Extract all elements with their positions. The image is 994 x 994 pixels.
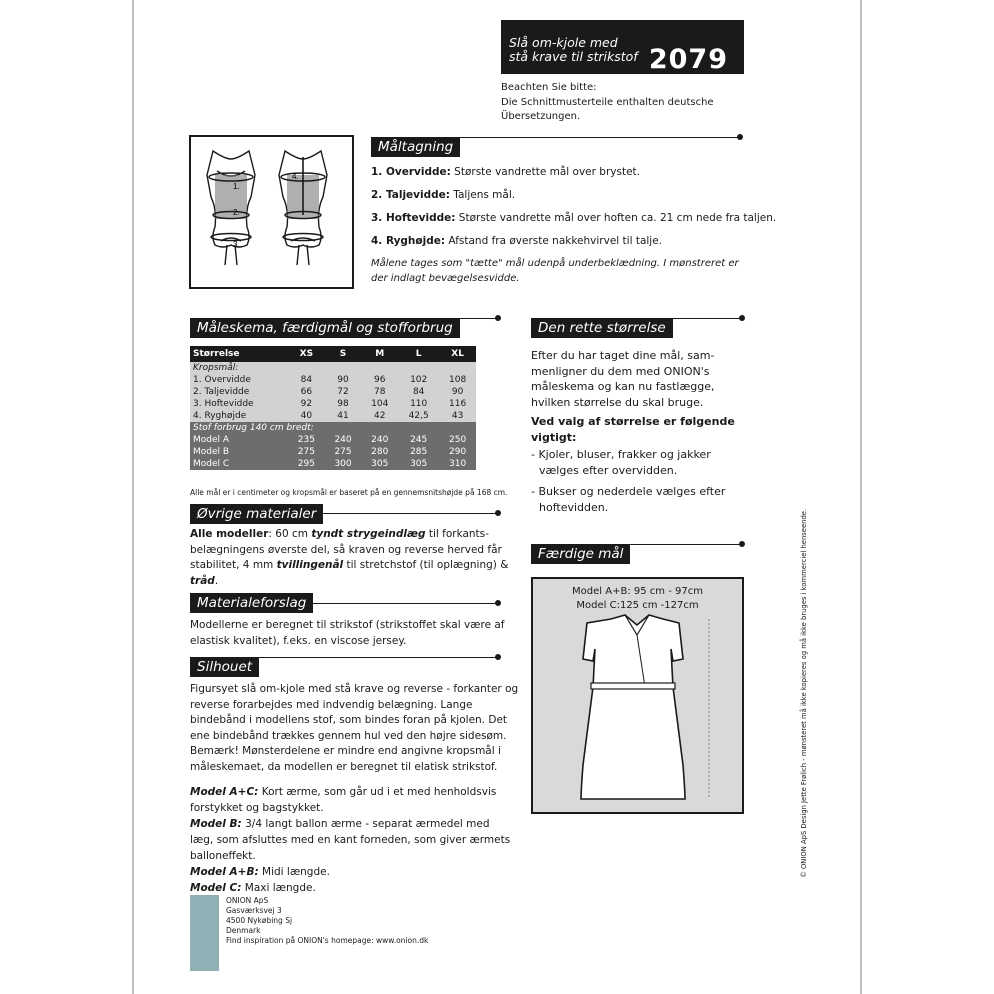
table-footnote: Alle mål er i centimeter og kropsmål er baseret på en gennemsnitshøjde på 168 cm.	[190, 488, 508, 497]
rette-storrelse-text: Efter du har taget dine mål, sam- menligner du dem med ONION's måleskema og kan nu fastlægge, hvilken størrelse du skal bruge.	[531, 349, 715, 409]
header-box	[501, 20, 744, 74]
table-header-cell: L	[398, 346, 439, 362]
section-rule	[666, 318, 742, 319]
note-line: Übersetzungen.	[501, 111, 581, 122]
silhouet-text: Figursyet slå om-kjole med stå krave og reverse - forkanter og reverse forarbejdes med indvendig belægning. Lange bindebånd i modellens stof, som bindes foran på kjolen. Det ene bindebånd trækkes gennem hul ved den højre sidesøm. Bemærk! Mønsterdelene er mindre end angivne kropsmål i måleskemaet, da modellen er beregnet til elatisk strikstof.	[190, 683, 519, 773]
pattern-number: 2079	[648, 44, 728, 75]
rule-dot	[495, 315, 501, 321]
pattern-title	[509, 36, 659, 64]
copyright-vertical-text: © ONION ApS Design Jette Frølich - mønsteret må ikke kopieres og må ikke bruges i kommerciel henseende.	[800, 508, 808, 878]
note-line: Die Schnittmusterteile enthalten deutsche	[501, 96, 714, 108]
measure-item-2: 2. Taljevidde: Taljens mål.	[371, 189, 516, 201]
section-rule	[626, 544, 742, 545]
dress-belt	[591, 683, 675, 689]
rule-dot	[737, 134, 743, 140]
body-caption: Kropsmål:	[190, 362, 476, 374]
body-measurement-illustration	[191, 137, 352, 287]
company-address: ONION ApS Gasværksvej 3 4500 Nykøbing Sj Denmark Find inspiration på ONION's homepage: www.onion.dk	[226, 896, 429, 945]
section-rule	[318, 513, 498, 514]
table-row: Model C 295 300 305 305 310	[190, 458, 476, 470]
figure-label-4: 4.	[292, 172, 299, 181]
rule-dot	[739, 315, 745, 321]
fabric-caption: Stof forbrug 140 cm bredt:	[190, 422, 476, 434]
title-line-2: stå krave til strikstof	[509, 49, 638, 64]
section-silhouet-title: Silhouet	[190, 657, 259, 677]
table-header-cell: Størrelse	[190, 346, 288, 362]
table-row: Model B 275 275 280 285 290	[190, 446, 476, 458]
section-ovrige-title: Øvrige materialer	[190, 504, 323, 524]
table-caption-row	[190, 422, 476, 434]
rule-dot	[495, 600, 501, 606]
table-row: 3. Hoftevidde 92 98 104 110 116	[190, 398, 476, 410]
brand-color-swatch	[190, 895, 219, 971]
table-header-cell: XS	[288, 346, 325, 362]
rule-dot	[495, 654, 501, 660]
rette-storrelse-bold: Ved valg af størrelse er følgende vigtigt:	[531, 415, 735, 444]
table-header-cell: M	[361, 346, 398, 362]
section-rule	[255, 657, 498, 658]
section-rule	[440, 318, 498, 319]
figure-label-1: 1.	[233, 182, 240, 191]
section-rette-storrelse-title: Den rette størrelse	[531, 318, 673, 338]
finished-measures-box	[531, 577, 744, 814]
rule-dot	[739, 541, 745, 547]
table-row: 1. Overvidde 84 90 96 102 108	[190, 374, 476, 386]
materialeforslag-text: Modellerne er beregnet til strikstof (strikstoffet skal være af elastisk kvalitet), f.eks. en viscose jersey.	[190, 619, 505, 647]
table-row: Model A 235 240 240 245 250	[190, 434, 476, 446]
dress-illustration	[533, 579, 742, 812]
section-rule	[310, 603, 498, 604]
rette-storrelse-bullet-1: - Kjoler, bluser, frakker og jakker vælges efter overvidden.	[531, 448, 711, 477]
measure-item-4: 4. Ryghøjde: Afstand fra øverste nakkehvirvel til talje.	[371, 235, 663, 247]
table-header-cell: S	[325, 346, 362, 362]
model-descriptions: Model A+C: Kort ærme, som går ud i et med henholdsvis forstykket og bagstykket. Model B: 3/4 langt ballon ærme - separat ærmedel med læg, som afsluttes med en kant forneden, som giver ærmets balloneffekt. Model A+B: Midi længde. Model C: Maxi længde.	[190, 786, 511, 894]
section-materialeforslag-title: Materialeforslag	[190, 593, 313, 613]
table-row: 4. Ryghøjde 40 41 42 42,5 43	[190, 410, 476, 422]
table-row: 2. Taljevidde 66 72 78 84 90	[190, 386, 476, 398]
ovrige-text: Alle modeller: 60 cm tyndt strygeindlæg til forkants- belægningens øverste del, så kraven og reverse herved får stabilitet, 4 mm tvillingenål til stretchstof (til oplægning) & tråd.	[190, 528, 509, 587]
section-rule	[455, 137, 740, 138]
title-line-1: Slå om-kjole med	[509, 35, 618, 50]
dress-shape	[581, 615, 685, 799]
finished-measures-label: Model A+B: 95 cm - 97cm Model C:125 cm -127cm	[572, 586, 703, 611]
note-line: Beachten Sie bitte:	[501, 82, 597, 93]
table-caption-row	[190, 362, 476, 374]
table-header-row	[190, 346, 476, 362]
figure-label-3: 3.	[233, 240, 240, 249]
size-chart-table	[190, 346, 476, 470]
table-header-cell: XL	[439, 346, 476, 362]
measure-note: Målene tages som "tætte" mål udenpå underbeklædning. I mønstreret er der indlagt bevægelsesvidde.	[371, 258, 739, 284]
measure-item-1: 1. Overvidde: Største vandrette mål over brystet.	[371, 166, 640, 178]
rette-storrelse-bullet-2: - Bukser og nederdele vælges efter hoftevidden.	[531, 485, 726, 514]
german-note	[501, 81, 714, 125]
section-maaleskema-title: Måleskema, færdigmål og stofforbrug	[190, 318, 460, 338]
figure-label-2: 2.	[233, 208, 240, 217]
measurement-figure	[189, 135, 354, 289]
rule-dot	[495, 510, 501, 516]
section-maaltagning-title: Måltagning	[371, 137, 460, 157]
section-faerdige-title: Færdige mål	[531, 544, 630, 564]
measure-item-3: 3. Hoftevidde: Største vandrette mål over hoften ca. 21 cm nede fra taljen.	[371, 212, 777, 224]
